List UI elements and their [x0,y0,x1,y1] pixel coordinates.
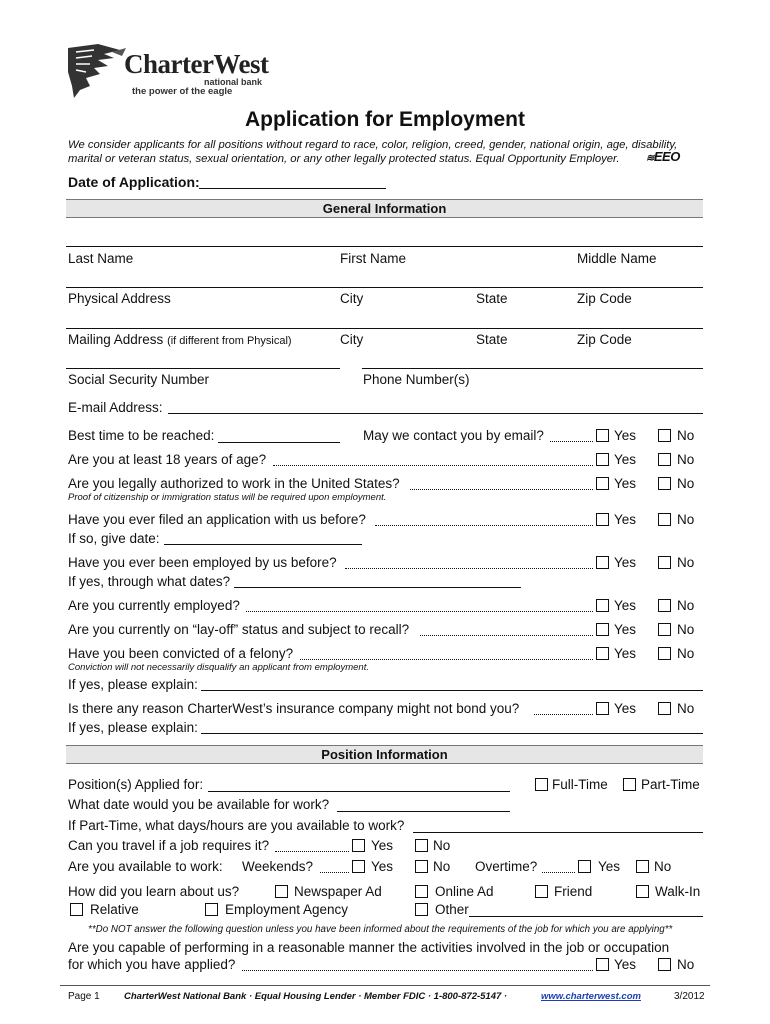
felony-no-checkbox[interactable] [658,647,671,660]
walkin-label: Walk-In [655,884,701,899]
position-information-header: Position Information [66,745,703,764]
mailing-state-label: State [476,332,508,347]
physical-address-label: Physical Address [68,291,171,306]
currently-employed-no-checkbox[interactable] [658,599,671,612]
part-time-label: Part-Time [641,777,700,792]
travel-yes-checkbox[interactable] [352,839,365,852]
capable-no-checkbox[interactable] [658,958,671,971]
contact-email-yes-checkbox[interactable] [596,429,609,442]
general-information-header: General Information [66,199,703,218]
felony-no-label: No [677,646,695,661]
filed-before-no-checkbox[interactable] [658,513,671,526]
overtime-yes-checkbox[interactable] [578,860,591,873]
positions-label: Position(s) Applied for: [68,777,204,792]
leader-dots [242,970,593,971]
employed-before-no-checkbox[interactable] [658,556,671,569]
authorized-yes-label: Yes [614,476,637,491]
relative-label: Relative [90,902,139,917]
part-time-days-field[interactable] [413,832,703,833]
online-label: Online Ad [435,884,494,899]
leader-dots [246,611,593,612]
agency-label: Employment Agency [225,902,349,917]
phone-field[interactable] [362,368,703,369]
weekends-yes-label: Yes [371,859,394,874]
layoff-yes-label: Yes [614,622,637,637]
contact-email-yes-label: Yes [614,428,637,443]
currently-employed-yes-label: Yes [614,598,637,613]
filed-before-question: Have you ever filed an application with us before? [68,512,366,527]
overtime-label: Overtime? [475,859,538,874]
age18-no-label: No [677,452,695,467]
leader-dots [275,851,349,852]
employed-before-yes-label: Yes [614,555,637,570]
ssn-label: Social Security Number [68,372,210,387]
leader-dots [550,441,593,442]
capable-yes-checkbox[interactable] [596,958,609,971]
full-time-checkbox[interactable] [535,778,548,791]
name-field[interactable] [66,246,703,247]
page-title: Application for Employment [244,108,525,131]
state-label: State [476,291,508,306]
bond-no-label: No [677,701,695,716]
authorized-no-checkbox[interactable] [658,477,671,490]
authorized-no-label: No [677,476,695,491]
contact-email-no-checkbox[interactable] [658,429,671,442]
currently-employed-question: Are you currently employed? [68,598,240,613]
middle-name-label: Middle Name [577,251,657,266]
capable-question-line-1: Are you capable of performing in a reasonable manner the activities involved in the job or occupation [68,940,670,955]
logo-name: CharterWest [124,49,269,79]
walkin-checkbox[interactable] [636,885,649,898]
newspaper-label: Newspaper Ad [294,884,382,899]
travel-question: Can you travel if a job requires it? [68,838,270,853]
part-time-days-label: If Part-Time, what days/hours are you available to work? [68,818,405,833]
overtime-no-label: No [654,859,672,874]
weekends-no-label: No [433,859,451,874]
layoff-no-checkbox[interactable] [658,623,671,636]
full-time-label: Full-Time [552,777,608,792]
other-label: Other [435,902,469,917]
footer-date: 3/2012 [674,991,705,1002]
leader-dots [320,872,349,873]
bond-yes-label: Yes [614,701,637,716]
employed-before-no-label: No [677,555,695,570]
zip-label: Zip Code [577,291,632,306]
bond-question: Is there any reason CharterWest’s insurance company might not bond you? [68,701,520,716]
learn-question: How did you learn about us? [68,884,240,899]
age18-yes-checkbox[interactable] [596,453,609,466]
travel-no-label: No [433,838,451,853]
what-dates-field[interactable] [234,587,521,588]
authorized-note: Proof of citizenship or immigration status will be required upon employment. [68,492,387,503]
friend-checkbox[interactable] [535,885,548,898]
mailing-zip-label: Zip Code [577,332,632,347]
give-date-label: If so, give date: [68,531,160,546]
relative-checkbox[interactable] [70,903,83,916]
ssn-field[interactable] [66,368,340,369]
felony-yes-checkbox[interactable] [596,647,609,660]
other-checkbox[interactable] [415,903,428,916]
contact-email-question: May we contact you by email? [363,428,544,443]
city-label: City [340,291,364,306]
footer-text: CharterWest National Bank · Equal Housing Lender · Member FDIC · 1-800-872-5147 · [124,991,508,1002]
other-field[interactable] [469,916,703,917]
authorized-question: Are you legally authorized to work in the United States? [68,476,400,491]
last-name-label: Last Name [68,251,134,266]
currently-employed-no-label: No [677,598,695,613]
employed-before-yes-checkbox[interactable] [596,556,609,569]
footer-url-link[interactable]: www.charterwest.com [541,991,641,1002]
eagle-icon [64,42,132,100]
first-name-label: First Name [340,251,407,266]
available-date-field[interactable] [337,811,510,812]
online-checkbox[interactable] [415,885,428,898]
part-time-checkbox[interactable] [623,778,636,791]
leader-dots [345,568,593,569]
intro-line-2: marital or veteran status, sexual orientation, or any other legally protected status. Equal Opportunity Employer. [68,153,620,165]
bond-yes-checkbox[interactable] [596,702,609,715]
available-date-label: What date would you be available for work? [68,797,330,812]
email-label: E-mail Address: [68,400,163,415]
do-not-answer-note: **Do NOT answer the following question unless you have been informed about the requirements of the job for which you are applying** [88,924,673,935]
age18-question: Are you at least 18 years of age? [68,452,267,467]
logo-sub: national bank [204,77,263,87]
date-of-application-field[interactable] [199,188,386,189]
weekends-label: Weekends? [242,859,314,874]
logo-tagline: the power of the eagle [132,86,233,97]
friend-label: Friend [554,884,593,899]
currently-employed-yes-checkbox[interactable] [596,599,609,612]
travel-no-checkbox[interactable] [415,839,428,852]
layoff-yes-checkbox[interactable] [596,623,609,636]
capable-no-label: No [677,957,695,972]
what-dates-label: If yes, through what dates? [68,574,231,589]
date-of-application-label: Date of Application: [68,174,200,190]
footer-divider [60,985,710,986]
filed-before-no-label: No [677,512,695,527]
mailing-address-label: Mailing Address (if different from Physical) [68,332,292,347]
weekends-no-checkbox[interactable] [415,860,428,873]
available-to-work-label: Are you available to work: [68,859,223,874]
leader-dots [375,525,593,526]
footer-page: Page 1 [68,991,100,1002]
age18-yes-label: Yes [614,452,637,467]
leader-dots [300,659,593,660]
leader-dots [420,635,593,636]
phone-label: Phone Number(s) [363,372,470,387]
contact-email-no-label: No [677,428,695,443]
layoff-question: Are you currently on “lay-off” status and subject to recall? [68,622,410,637]
give-date-field[interactable] [164,544,362,545]
intro-line-1: We consider applicants for all positions without regard to race, color, religion, creed, gender, national origin, age, disability, [68,139,678,151]
filed-before-yes-label: Yes [614,512,637,527]
physical-address-field[interactable] [66,287,703,288]
filed-before-yes-checkbox[interactable] [596,513,609,526]
leader-dots [534,714,593,715]
layoff-no-label: No [677,622,695,637]
weekends-yes-checkbox[interactable] [352,860,365,873]
eeo-logo: ≋EEO [646,149,680,164]
felony-yes-label: Yes [614,646,637,661]
overtime-yes-label: Yes [598,859,621,874]
overtime-no-checkbox[interactable] [636,860,649,873]
newspaper-checkbox[interactable] [275,885,288,898]
leader-dots [410,489,593,490]
best-time-field[interactable] [218,442,340,443]
agency-checkbox[interactable] [205,903,218,916]
employed-before-question: Have you ever been employed by us before? [68,555,337,570]
leader-dots [542,872,575,873]
leader-dots [273,465,593,466]
felony-explain-field[interactable] [201,690,703,691]
positions-field[interactable] [208,791,510,792]
travel-yes-label: Yes [371,838,394,853]
best-time-label: Best time to be reached: [68,428,215,443]
authorized-yes-checkbox[interactable] [596,477,609,490]
bond-explain-field[interactable] [201,733,703,734]
age18-no-checkbox[interactable] [658,453,671,466]
mailing-city-label: City [340,332,364,347]
felony-question: Have you been convicted of a felony? [68,646,294,661]
capable-question-line-2: for which you have applied? [68,957,236,972]
felony-explain-label: If yes, please explain: [68,677,198,692]
email-field[interactable] [168,413,703,414]
bond-explain-label: If yes, please explain: [68,720,198,735]
felony-note: Conviction will not necessarily disqualify an applicant from employment. [68,662,369,673]
capable-yes-label: Yes [614,957,637,972]
mailing-address-field[interactable] [66,328,703,329]
bond-no-checkbox[interactable] [658,702,671,715]
